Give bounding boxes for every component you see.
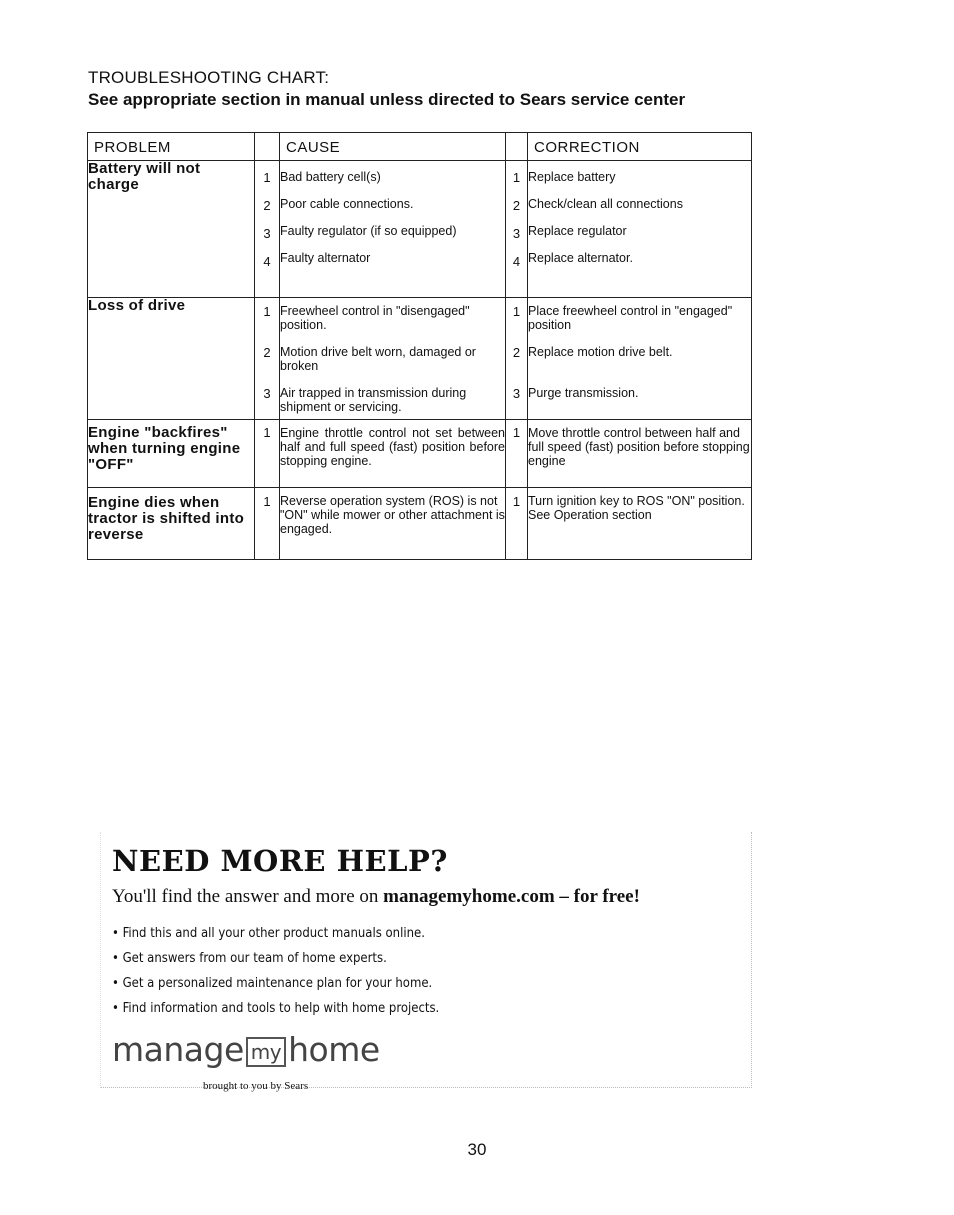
problem-cell: Engine dies when tractor is shifted into reverse <box>88 488 255 560</box>
cause-text: Engine throttle control not set between half and full speed (fast) position before stopping engine. <box>280 426 505 468</box>
brought-by-text: brought to you by Sears <box>203 1080 309 1092</box>
correction-text: Replace motion drive belt. <box>528 345 673 359</box>
cause-number: 2 <box>263 198 271 213</box>
cause-text: Motion drive belt worn, damaged or broken <box>280 345 476 373</box>
table-row <box>88 161 752 298</box>
table-row <box>88 488 752 560</box>
correction-text: Replace alternator. <box>528 251 633 265</box>
cause-number: 3 <box>263 386 271 401</box>
column-header-cause: CAUSE <box>280 133 506 161</box>
problem-cell: Battery will not charge <box>88 161 255 298</box>
table-header-row <box>88 133 752 161</box>
cause-text: Bad battery cell(s) <box>280 170 381 184</box>
house-icon: my <box>246 1037 286 1067</box>
list-item: • Find information and tools to help with home projects. <box>112 1001 440 1016</box>
troubleshooting-table <box>87 132 752 560</box>
correction-number: 1 <box>512 425 521 440</box>
correction-text: Replace battery <box>528 170 616 184</box>
cause-number: 1 <box>263 304 271 319</box>
help-heading: NEED MORE HELP? <box>112 844 448 878</box>
correction-text: Purge transmission. <box>528 386 639 400</box>
correction-text: Move throttle control between half and full speed (fast) position before stopping engine <box>528 426 750 468</box>
correction-number: 1 <box>512 494 521 509</box>
page-number: 30 <box>467 1140 487 1159</box>
problem-cell: Loss of drive <box>88 298 255 420</box>
cause-text: Faulty regulator (if so equipped) <box>280 224 457 238</box>
column-header-problem: PROBLEM <box>88 133 255 161</box>
column-header-correction: CORRECTION <box>528 133 752 161</box>
cause-text: Air trapped in transmission during shipment or servicing. <box>280 386 467 414</box>
help-subtitle: You'll find the answer and more on managemyhome.com – for free! <box>112 886 640 907</box>
cause-number: 3 <box>263 226 271 241</box>
correction-number: 3 <box>512 226 521 241</box>
table-row <box>88 298 752 420</box>
table-row <box>88 420 752 488</box>
cause-number: 1 <box>263 425 271 440</box>
correction-number: 2 <box>512 198 521 213</box>
correction-number: 3 <box>512 386 521 401</box>
list-item: • Get a personalized maintenance plan for your home. <box>112 976 433 991</box>
list-item: • Get answers from our team of home experts. <box>112 951 387 966</box>
correction-text: Check/clean all connections <box>528 197 683 211</box>
cause-number: 4 <box>263 254 271 269</box>
cause-text: Reverse operation system (ROS) is not "ON" while mower or other attachment is engaged. <box>280 494 505 536</box>
correction-number: 2 <box>512 345 521 360</box>
managemyhome-logo: manage my home <box>112 1030 380 1069</box>
cause-number: 2 <box>263 345 271 360</box>
correction-number: 1 <box>512 170 521 185</box>
cause-text: Poor cable connections. <box>280 197 414 211</box>
chart-subtitle: See appropriate section in manual unless directed to Sears service center <box>88 90 686 109</box>
cause-text: Faulty alternator <box>280 251 371 265</box>
correction-number: 4 <box>512 254 521 269</box>
correction-text: Place freewheel control in "engaged" position <box>528 304 733 332</box>
chart-title: TROUBLESHOOTING CHART: <box>88 68 330 87</box>
cause-number: 1 <box>263 494 271 509</box>
website-link[interactable]: managemyhome.com – for free! <box>383 886 640 907</box>
cause-number: 1 <box>263 170 271 185</box>
cause-text: Freewheel control in "disengaged" position. <box>280 304 470 332</box>
correction-text: Turn ignition key to ROS "ON" position. See Operation section <box>528 494 745 522</box>
problem-cell: Engine "backfires" when turning engine "OFF" <box>88 420 255 488</box>
correction-number: 1 <box>512 304 521 319</box>
list-item: • Find this and all your other product manuals online. <box>112 926 425 941</box>
correction-text: Replace regulator <box>528 224 627 238</box>
